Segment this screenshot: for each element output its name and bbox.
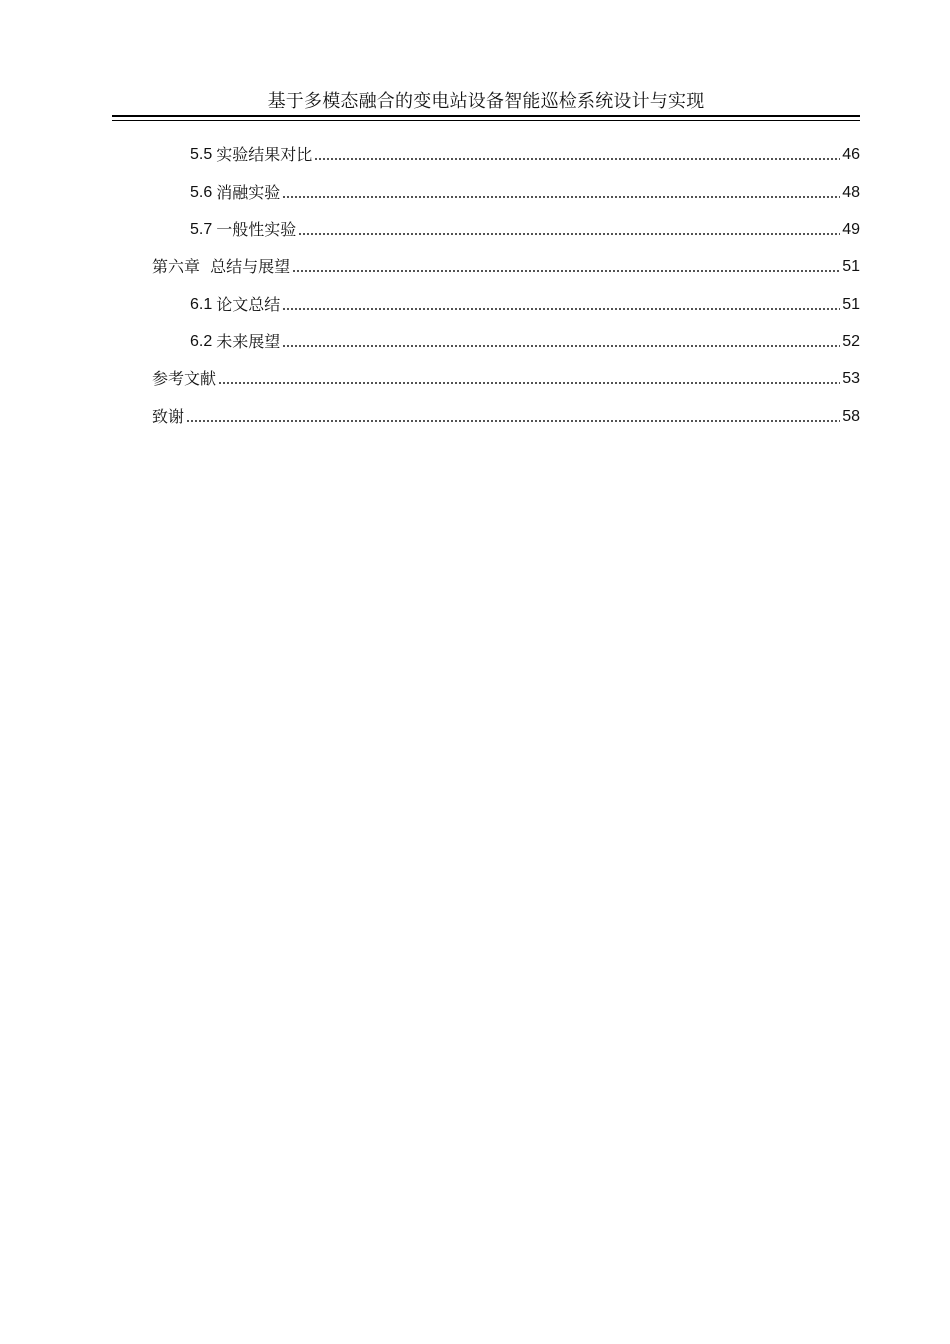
toc-entry-title: 消融实验 xyxy=(216,183,281,202)
toc-entry-page: 46 xyxy=(842,146,860,163)
toc-entry-5-6[interactable] xyxy=(190,180,860,204)
toc-dot-leader xyxy=(292,269,840,273)
toc-entry-page: 48 xyxy=(842,184,860,201)
toc-dot-leader xyxy=(298,232,840,236)
toc-entry-title: 一般性实验 xyxy=(216,220,297,239)
toc-entry-page: 53 xyxy=(842,370,860,387)
toc-entry-page: 49 xyxy=(842,221,860,238)
toc-entry-page: 51 xyxy=(842,258,860,275)
toc-entry-page: 52 xyxy=(842,333,860,350)
toc-entry-number: 6.2 xyxy=(190,333,213,350)
toc-dot-leader xyxy=(282,344,840,348)
toc-entry-title: 第六章 总结与展望 xyxy=(152,257,291,276)
toc-entry-title: 参考文献 xyxy=(152,369,217,388)
toc-entry-page: 58 xyxy=(842,408,860,425)
toc-entry-page: 51 xyxy=(842,296,860,313)
toc-entry-number: 5.6 xyxy=(190,184,213,201)
toc-entry-number: 6.1 xyxy=(190,296,213,313)
toc-entry-references[interactable] xyxy=(152,366,860,390)
toc-dot-leader xyxy=(282,195,840,199)
toc-entry-number: 5.7 xyxy=(190,221,213,238)
toc-dot-leader xyxy=(282,307,840,311)
toc-entry-number: 5.5 xyxy=(190,146,213,163)
toc-entry-title: 致谢 xyxy=(152,407,185,426)
toc-dot-leader xyxy=(186,419,840,423)
toc-entry-chapter-6[interactable] xyxy=(152,254,860,278)
toc-dot-leader xyxy=(218,381,840,385)
toc-entry-title: 未来展望 xyxy=(216,332,281,351)
toc-entry-6-1[interactable] xyxy=(190,292,860,316)
running-header-title: 基于多模态融合的变电站设备智能巡检系统设计与实现 xyxy=(267,91,705,112)
toc-entry-acknowledgements[interactable] xyxy=(152,404,860,428)
toc-entry-title: 实验结果对比 xyxy=(216,145,313,164)
toc-entry-6-2[interactable] xyxy=(190,329,860,353)
toc-entry-5-7[interactable] xyxy=(190,217,860,241)
toc-entry-5-5[interactable] xyxy=(190,142,860,166)
toc-dot-leader xyxy=(314,157,840,161)
toc-entry-title: 论文总结 xyxy=(216,295,281,314)
